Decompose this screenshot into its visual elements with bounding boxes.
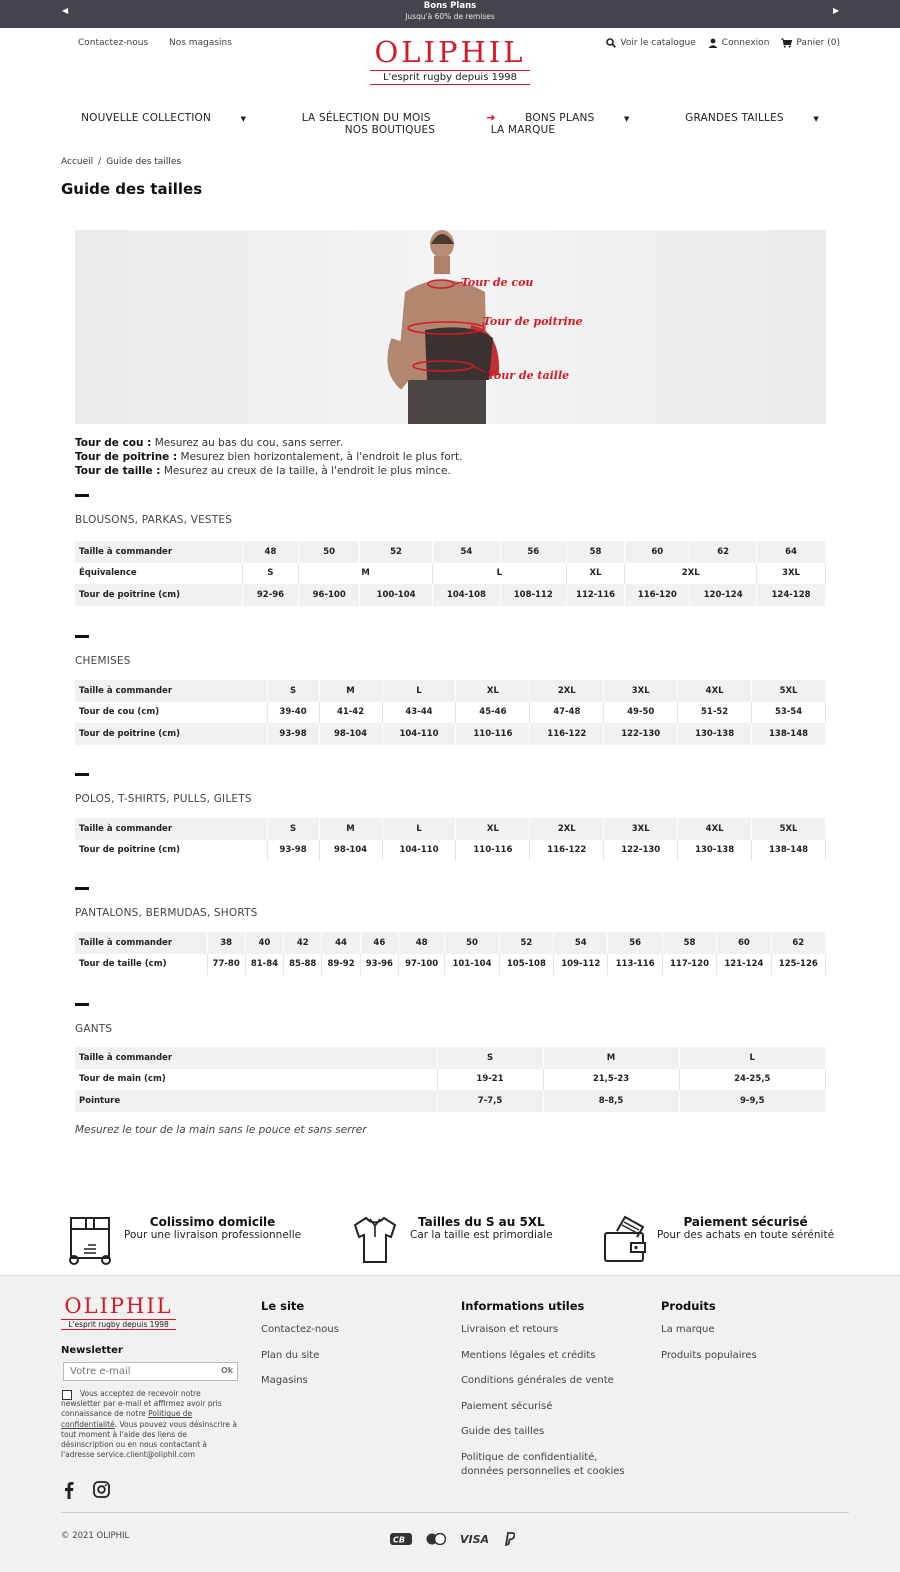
table-cell: 98-104 <box>319 840 382 862</box>
row-label: Tour de poitrine (cm) <box>75 840 267 862</box>
table-cell: 138-148 <box>752 723 826 745</box>
table-cell: M <box>319 680 382 702</box>
instruction-waist: Tour de taille : Mesurez au creux de la taille, à l'endroit le plus mince. <box>75 465 451 477</box>
newsletter-title: Newsletter <box>61 1345 123 1356</box>
caret-down-icon: ▼ <box>813 115 819 123</box>
nav-item-marque[interactable] <box>478 124 569 136</box>
footer-link[interactable]: Guide des tailles <box>461 1426 545 1437</box>
footer-link[interactable]: Politique de confidentialité, données personnelles et cookies <box>461 1451 625 1477</box>
footer-link[interactable]: Magasins <box>261 1375 308 1386</box>
table-cell: L <box>382 680 456 702</box>
row-label: Tour de cou (cm) <box>75 702 267 724</box>
table-cell: 98-104 <box>319 723 382 745</box>
measurement-instructions <box>75 436 462 478</box>
footer-col-title: Produits <box>661 1299 716 1313</box>
table-cell: 19-21 <box>437 1069 543 1091</box>
wallet-icon <box>603 1215 647 1265</box>
measurement-illustration <box>75 230 826 424</box>
section-divider <box>75 773 89 776</box>
table-cell: L <box>679 1047 826 1069</box>
row-label: Tour de poitrine (cm) <box>75 723 267 745</box>
table-cell: 42 <box>284 932 322 954</box>
table-cell: 50 <box>299 541 360 563</box>
footer-link[interactable]: Livraison et retours <box>461 1324 559 1335</box>
table-cell: 116-122 <box>530 840 604 862</box>
model-figure <box>75 230 826 424</box>
table-cell: 49-50 <box>604 702 678 724</box>
table-cell: 97-100 <box>398 954 444 976</box>
nav-label: LA SÉLECTION DU MOIS <box>301 112 431 124</box>
hero-label-chest: Tour de poitrine <box>483 315 583 328</box>
user-icon <box>708 38 718 48</box>
section-title-polos: POLOS, T-SHIRTS, PULLS, GILETS <box>75 793 252 805</box>
table-cell: 54 <box>554 932 608 954</box>
table-cell: 52 <box>499 932 553 954</box>
table-cell: 5XL <box>752 818 826 840</box>
table-cell: 112-116 <box>566 584 625 606</box>
logo-wordmark: OLIPHIL <box>374 35 526 69</box>
reassurance-delivery <box>66 1215 301 1265</box>
logo-tagline: L'esprit rugby depuis 1998 <box>61 1319 176 1330</box>
table-cell: 117-120 <box>662 954 716 976</box>
reassurance-payment <box>603 1215 834 1265</box>
size-table-gants <box>75 1047 826 1112</box>
caret-down-icon: ▼ <box>623 115 630 123</box>
table-cell: S <box>242 563 299 585</box>
table-cell: 101-104 <box>445 954 499 976</box>
table-cell: 64 <box>757 541 826 563</box>
chevron-left-icon[interactable]: ◀ <box>62 6 69 15</box>
section-title-gants: GANTS <box>75 1023 113 1035</box>
catalogue-label: Voir le catalogue <box>620 38 696 48</box>
footer-link[interactable]: Produits populaires <box>661 1349 757 1361</box>
table-cell: 81-84 <box>245 954 283 976</box>
table-row <box>75 680 826 702</box>
table-cell: 2XL <box>625 563 757 585</box>
table-cell: 104-110 <box>382 840 456 862</box>
section-divider <box>75 1003 89 1006</box>
table-cell: 3XL <box>604 680 678 702</box>
reassurance-subtitle: Pour une livraison professionnelle <box>124 1229 302 1241</box>
visa-icon: VISA <box>460 1532 490 1546</box>
search-icon <box>606 38 616 48</box>
size-table-pantalons <box>75 932 826 975</box>
table-cell: 50 <box>445 932 499 954</box>
table-cell: 54 <box>433 541 501 563</box>
table-cell: M <box>299 563 433 585</box>
table-cell: 4XL <box>678 680 752 702</box>
table-cell: 105-108 <box>499 954 553 976</box>
table-cell: 39-40 <box>267 702 319 724</box>
table-cell: 21,5-23 <box>543 1069 679 1091</box>
table-cell: 38 <box>207 932 245 954</box>
table-cell: L <box>433 563 567 585</box>
table-cell: 3XL <box>604 818 678 840</box>
privacy-policy-link[interactable]: Politique de confidentialité <box>61 1409 193 1429</box>
nav-item-selection[interactable] <box>289 112 444 124</box>
chevron-right-icon[interactable]: ▶ <box>833 6 840 15</box>
table-cell: 110-116 <box>456 723 530 745</box>
table-cell: S <box>267 680 319 702</box>
table-cell: 4XL <box>678 818 752 840</box>
table-cell: 5XL <box>752 680 826 702</box>
table-cell: 93-98 <box>267 840 319 862</box>
reassurance-title: Tailles du S au 5XL <box>417 1215 545 1229</box>
footer-col-title: Le site <box>261 1299 305 1313</box>
table-cell: 56 <box>500 541 566 563</box>
table-cell: 77-80 <box>207 954 245 976</box>
table-row <box>75 954 826 976</box>
footer-logo[interactable] <box>61 1296 176 1330</box>
reassurance-text <box>124 1215 301 1241</box>
table-row <box>75 584 826 606</box>
footer-col-info <box>461 1299 636 1490</box>
red-arrow-icon: ➜ <box>486 111 496 124</box>
footer <box>0 1275 900 1572</box>
row-label: Tour de taille (cm) <box>75 954 207 976</box>
table-cell: 7-7,5 <box>437 1090 543 1112</box>
cb-card-icon <box>390 1533 412 1545</box>
row-label: Taille à commander <box>75 680 267 702</box>
reassurance-text <box>657 1215 834 1241</box>
newsletter-consent-text: Vous acceptez de recevoir notre newsletter par e-mail et affirmez avoir pris connaissance de notre Politique de confidentialité. Vous pouvez vous désinscrire à tout moment à l'aide des liens de désinscription ou en nous contactant à l'adresse service.client@oliphil.com <box>61 1389 238 1460</box>
row-label: Taille à commander <box>75 932 207 954</box>
reassurance-title: Colissimo domicile <box>149 1215 276 1229</box>
footer-divider <box>61 1512 849 1513</box>
nav-item-grandes-tailles[interactable] <box>672 112 832 124</box>
table-cell: 48 <box>242 541 299 563</box>
table-cell: 120-124 <box>690 584 757 606</box>
logo-tagline: L'esprit rugby depuis 1998 <box>370 70 530 85</box>
table-cell: 52 <box>360 541 433 563</box>
footer-link[interactable]: Conditions générales de vente <box>461 1375 614 1386</box>
instruction-neck: Tour de cou : Mesurez au bas du cou, sans serrer. <box>75 437 343 449</box>
paypal-icon <box>503 1532 515 1546</box>
gloves-note: Mesurez le tour de la main sans le pouce et sans serrer <box>75 1124 367 1136</box>
section-title-chemises: CHEMISES <box>75 655 131 667</box>
table-cell: 89-92 <box>322 954 360 976</box>
table-row <box>75 541 826 563</box>
table-cell: 109-112 <box>554 954 608 976</box>
table-cell: 58 <box>662 932 716 954</box>
catalogue-link[interactable] <box>606 38 695 48</box>
table-cell: 48 <box>398 932 444 954</box>
table-cell: 60 <box>717 932 771 954</box>
nav-label: LA MARQUE <box>490 124 556 136</box>
cart-icon <box>781 38 792 48</box>
main-nav <box>0 111 900 136</box>
table-cell: 113-116 <box>608 954 662 976</box>
table-cell: 43-44 <box>382 702 456 724</box>
nav-label: BONS PLANS <box>525 112 595 124</box>
table-cell: S <box>437 1047 543 1069</box>
stores-link[interactable]: Nos magasins <box>169 38 232 48</box>
table-cell: 53-54 <box>752 702 826 724</box>
reassurance-sizes <box>352 1215 553 1265</box>
table-cell: 51-52 <box>678 702 752 724</box>
table-cell: M <box>319 818 382 840</box>
row-label: Taille à commander <box>75 541 242 563</box>
nav-item-bons-plans[interactable] <box>473 111 642 124</box>
table-cell: 8-8,5 <box>543 1090 679 1112</box>
hero-label-waist: Tour de taille <box>487 369 570 382</box>
cart-link[interactable] <box>781 38 840 48</box>
row-label: Pointure <box>75 1090 437 1112</box>
promo-subtitle: Jusqu'à 60% de remises <box>405 12 495 21</box>
contact-link[interactable]: Contactez-nous <box>78 38 149 48</box>
table-cell: 122-130 <box>604 840 678 862</box>
table-cell: 45-46 <box>456 702 530 724</box>
table-row <box>75 840 826 862</box>
breadcrumb: Accueil / Guide des tailles <box>61 157 182 167</box>
reassurance-subtitle: Pour des achats en toute sérénité <box>657 1229 835 1241</box>
reassurance-text <box>410 1215 553 1241</box>
row-label: Tour de main (cm) <box>75 1069 437 1091</box>
header-left-links <box>78 38 250 48</box>
table-cell: 93-96 <box>360 954 398 976</box>
table-cell: 108-112 <box>500 584 566 606</box>
section-divider <box>75 494 89 497</box>
svg-text:CB: CB <box>393 1535 405 1545</box>
table-cell: 100-104 <box>360 584 433 606</box>
table-cell: 130-138 <box>678 723 752 745</box>
table-row <box>75 1090 826 1112</box>
table-cell: S <box>267 818 319 840</box>
table-cell: 130-138 <box>678 840 752 862</box>
cart-label: Panier (0) <box>796 38 840 48</box>
nav-item-boutiques[interactable] <box>332 124 448 136</box>
table-cell: 62 <box>771 932 825 954</box>
newsletter-submit-button[interactable]: Ok <box>221 1366 234 1375</box>
table-cell: 125-126 <box>771 954 825 976</box>
section-title-blousons: BLOUSONS, PARKAS, VESTES <box>75 514 233 526</box>
table-cell: XL <box>456 818 530 840</box>
table-cell: 92-96 <box>242 584 299 606</box>
caret-down-icon: ▼ <box>240 115 247 123</box>
footer-link[interactable]: Mentions légales et crédits <box>461 1349 596 1361</box>
footer-link[interactable]: La marque <box>661 1324 715 1335</box>
row-label: Taille à commander <box>75 1047 437 1069</box>
payment-methods <box>390 1532 515 1546</box>
table-row <box>75 723 826 745</box>
table-cell: 40 <box>245 932 283 954</box>
table-cell: 9-9,5 <box>679 1090 826 1112</box>
section-title-pantalons: PANTALONS, BERMUDAS, SHORTS <box>75 907 258 919</box>
table-cell: 122-130 <box>604 723 678 745</box>
table-cell: 62 <box>690 541 757 563</box>
promo-title: Bons Plans <box>423 1 477 11</box>
row-label: Taille à commander <box>75 818 267 840</box>
table-cell: 85-88 <box>284 954 322 976</box>
table-cell: 116-120 <box>625 584 690 606</box>
table-cell: 104-110 <box>382 723 456 745</box>
footer-col-site <box>261 1299 339 1400</box>
reassurance-subtitle: Car la taille est primordiale <box>410 1229 553 1241</box>
table-cell: 104-108 <box>433 584 501 606</box>
table-cell: M <box>543 1047 679 1069</box>
login-link[interactable] <box>708 38 770 48</box>
box-icon <box>66 1215 114 1265</box>
table-cell: 41-42 <box>319 702 382 724</box>
table-cell: 46 <box>360 932 398 954</box>
logo-wordmark: OLIPHIL <box>64 1294 173 1318</box>
table-cell: XL <box>566 563 625 585</box>
section-divider <box>75 635 89 638</box>
promo-bar[interactable] <box>0 0 900 28</box>
site-logo[interactable] <box>370 35 530 85</box>
table-cell: 47-48 <box>530 702 604 724</box>
row-label: Équivalence <box>75 563 242 585</box>
table-cell: 116-122 <box>530 723 604 745</box>
table-cell: 2XL <box>530 680 604 702</box>
table-row <box>75 1069 826 1091</box>
table-cell: 3XL <box>757 563 826 585</box>
nav-label: NOS BOUTIQUES <box>344 124 436 136</box>
table-row <box>75 563 826 585</box>
footer-link[interactable]: Paiement sécurisé <box>461 1400 553 1412</box>
size-table-polos <box>75 818 826 861</box>
table-cell: 138-148 <box>752 840 826 862</box>
table-row <box>75 1047 826 1069</box>
size-table-chemises <box>75 680 826 745</box>
nav-item-new-collection[interactable] <box>68 112 259 124</box>
nav-label: GRANDES TAILLES <box>685 112 784 124</box>
table-cell: L <box>382 818 456 840</box>
hero-label-neck: Tour de cou <box>461 276 534 289</box>
footer-link[interactable]: Contactez-nous <box>261 1324 339 1335</box>
nav-label: NOUVELLE COLLECTION <box>81 112 212 124</box>
table-cell: 44 <box>322 932 360 954</box>
header-right-links <box>606 38 840 48</box>
table-cell: 58 <box>566 541 625 563</box>
login-label: Connexion <box>721 38 770 48</box>
facebook-icon[interactable] <box>64 1481 74 1499</box>
page-title: Guide des tailles <box>61 180 203 198</box>
table-cell: 56 <box>608 932 662 954</box>
table-row <box>75 702 826 724</box>
table-row <box>75 818 826 840</box>
footer-col-title: Informations utiles <box>461 1299 585 1313</box>
table-cell: 93-98 <box>267 723 319 745</box>
section-divider <box>75 887 89 890</box>
footer-col-products <box>661 1299 757 1374</box>
row-label: Tour de poitrine (cm) <box>75 584 242 606</box>
table-cell: 121-124 <box>717 954 771 976</box>
table-cell: 2XL <box>530 818 604 840</box>
table-cell: 96-100 <box>299 584 360 606</box>
table-cell: 24-25,5 <box>679 1069 826 1091</box>
mastercard-icon <box>426 1533 446 1545</box>
breadcrumb-current: Guide des tailles <box>106 157 182 167</box>
footer-link[interactable]: Plan du site <box>261 1349 320 1361</box>
newsletter-email-input[interactable] <box>63 1362 238 1381</box>
table-row <box>75 932 826 954</box>
breadcrumb-home[interactable]: Accueil <box>61 157 94 167</box>
table-cell: 60 <box>625 541 690 563</box>
instruction-chest: Tour de poitrine : Mesurez bien horizontalement, à l'endroit le plus fort. <box>75 451 463 463</box>
table-cell: XL <box>456 680 530 702</box>
instagram-icon[interactable] <box>93 1481 110 1498</box>
polo-shirt-icon <box>352 1215 398 1265</box>
reassurance-title: Paiement sécurisé <box>683 1215 808 1229</box>
copyright: © 2021 OLIPHIL <box>61 1531 130 1541</box>
size-table-blousons <box>75 541 826 606</box>
table-cell: 124-128 <box>757 584 826 606</box>
table-cell: 110-116 <box>456 840 530 862</box>
